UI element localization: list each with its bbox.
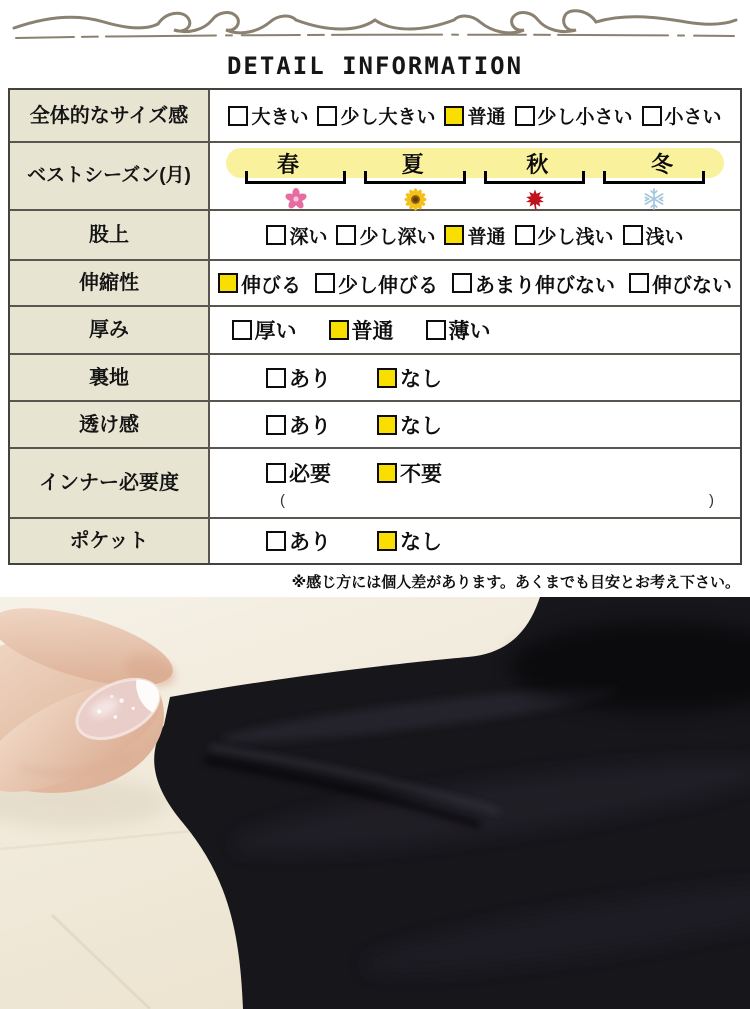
checkbox-icon bbox=[426, 320, 446, 340]
option bbox=[218, 269, 301, 298]
flourish-icon bbox=[8, 6, 742, 48]
stretch-fabric-photo bbox=[0, 597, 750, 1009]
option-label: 必要 bbox=[289, 462, 331, 486]
page-title: DETAIL INFORMATION bbox=[226, 52, 524, 80]
checkbox-icon bbox=[336, 225, 356, 245]
table-row-sheerness bbox=[10, 400, 740, 447]
table-row-thickness bbox=[10, 305, 740, 353]
row-label: 透け感 bbox=[10, 402, 210, 447]
checkbox-icon bbox=[232, 320, 252, 340]
ornament-divider bbox=[0, 4, 750, 50]
checkbox-icon bbox=[629, 273, 649, 293]
comment-parentheses bbox=[210, 492, 740, 509]
checkbox-icon bbox=[228, 106, 248, 126]
option bbox=[266, 363, 331, 393]
option-label: 伸びる bbox=[241, 274, 301, 297]
option-label: 不要 bbox=[400, 462, 442, 486]
checkbox-icon bbox=[377, 368, 397, 388]
season-spring: 春 bbox=[277, 151, 300, 177]
row-label: 股上 bbox=[10, 211, 210, 259]
option-label: 少し大きい bbox=[340, 107, 436, 128]
option bbox=[336, 222, 435, 249]
option-label: 少し小さい bbox=[537, 107, 633, 128]
row-label: インナー必要度 bbox=[10, 449, 210, 517]
month-bracket bbox=[245, 171, 347, 184]
option-label: 小さい bbox=[664, 107, 722, 128]
checkbox-icon bbox=[377, 463, 397, 483]
checkbox-icon bbox=[377, 415, 397, 435]
checkbox-icon bbox=[317, 106, 337, 126]
option bbox=[515, 102, 633, 129]
option-label: 少し深い bbox=[359, 226, 436, 248]
snowflake-icon bbox=[594, 187, 714, 211]
option-label: なし bbox=[400, 367, 442, 391]
option bbox=[426, 315, 491, 345]
option bbox=[515, 222, 614, 249]
table-row-pocket bbox=[10, 517, 740, 563]
checkbox-icon bbox=[515, 106, 535, 126]
option bbox=[377, 363, 442, 393]
row-label: 裏地 bbox=[10, 355, 210, 400]
option-label: あり bbox=[289, 531, 331, 554]
table-row-inner-necessity bbox=[10, 447, 740, 517]
table-row-rise bbox=[10, 209, 740, 259]
option-label: あり bbox=[289, 367, 331, 391]
checkbox-icon bbox=[452, 273, 472, 293]
table-row-stretch bbox=[10, 259, 740, 305]
option-label: 少し伸びる bbox=[338, 274, 438, 297]
option bbox=[232, 315, 297, 345]
option bbox=[266, 526, 331, 556]
option bbox=[329, 315, 394, 345]
row-label: 全体的なサイズ感 bbox=[10, 90, 210, 141]
option bbox=[377, 526, 442, 556]
option bbox=[266, 458, 331, 488]
row-label: ベストシーズン(月) bbox=[10, 143, 210, 209]
option-label: 少し浅い bbox=[537, 226, 614, 248]
month-bracket bbox=[364, 171, 466, 184]
option bbox=[623, 222, 684, 249]
option-label: あり bbox=[289, 414, 331, 438]
season-autumn: 秋 bbox=[526, 151, 549, 177]
option bbox=[452, 269, 615, 298]
checkbox-icon bbox=[266, 531, 286, 551]
option-label: 伸びない bbox=[652, 274, 732, 297]
option-label: なし bbox=[400, 414, 442, 438]
option-label: 浅い bbox=[645, 226, 684, 248]
option bbox=[444, 102, 505, 129]
table-row-overall-size bbox=[10, 90, 740, 141]
option-label: 大きい bbox=[251, 107, 309, 128]
option-label: あまり伸びない bbox=[475, 274, 615, 297]
option bbox=[444, 222, 505, 249]
option bbox=[266, 410, 331, 440]
month-bracket bbox=[603, 171, 705, 184]
option-label: 深い bbox=[289, 226, 328, 248]
option bbox=[317, 102, 435, 129]
checkbox-icon bbox=[642, 106, 662, 126]
footnote: ※感じ方には個人差があります。あくまでも目安とお考え下さい。 bbox=[291, 574, 740, 591]
option-label: 普通 bbox=[467, 107, 506, 128]
sunflower-icon bbox=[355, 187, 475, 211]
option bbox=[315, 269, 438, 298]
season-winter: 冬 bbox=[650, 151, 673, 177]
spec-table bbox=[8, 88, 742, 565]
checkbox-icon bbox=[266, 463, 286, 483]
option-label: 普通 bbox=[467, 226, 506, 248]
option bbox=[377, 458, 442, 488]
checkbox-icon bbox=[444, 106, 464, 126]
month-range-brackets bbox=[236, 171, 714, 184]
option bbox=[377, 410, 442, 440]
option-label: 普通 bbox=[351, 320, 394, 343]
paren-close: ) bbox=[709, 491, 714, 509]
table-row-best-season bbox=[10, 141, 740, 209]
cherry-blossom-icon bbox=[236, 187, 356, 211]
season-summer: 夏 bbox=[401, 151, 424, 177]
option bbox=[266, 222, 327, 249]
option-label: 薄い bbox=[448, 320, 491, 343]
row-label: 厚み bbox=[10, 307, 210, 353]
option-label: なし bbox=[400, 531, 442, 554]
product-photo bbox=[0, 597, 750, 1009]
checkbox-icon bbox=[329, 320, 349, 340]
paren-open: ( bbox=[280, 491, 285, 509]
checkbox-icon bbox=[623, 225, 643, 245]
checkbox-icon bbox=[266, 368, 286, 388]
checkbox-icon bbox=[515, 225, 535, 245]
checkbox-icon bbox=[218, 273, 238, 293]
maple-leaf-icon bbox=[475, 187, 595, 211]
checkbox-icon bbox=[377, 531, 397, 551]
option bbox=[629, 269, 732, 298]
row-label: ポケット bbox=[10, 519, 210, 563]
table-row-lining bbox=[10, 353, 740, 400]
option bbox=[642, 102, 722, 129]
checkbox-icon bbox=[266, 225, 286, 245]
checkbox-icon bbox=[315, 273, 335, 293]
month-bracket bbox=[484, 171, 586, 184]
checkbox-icon bbox=[266, 415, 286, 435]
row-label: 伸縮性 bbox=[10, 261, 210, 305]
option-label: 厚い bbox=[254, 320, 297, 343]
option bbox=[228, 102, 308, 129]
checkbox-icon bbox=[444, 225, 464, 245]
